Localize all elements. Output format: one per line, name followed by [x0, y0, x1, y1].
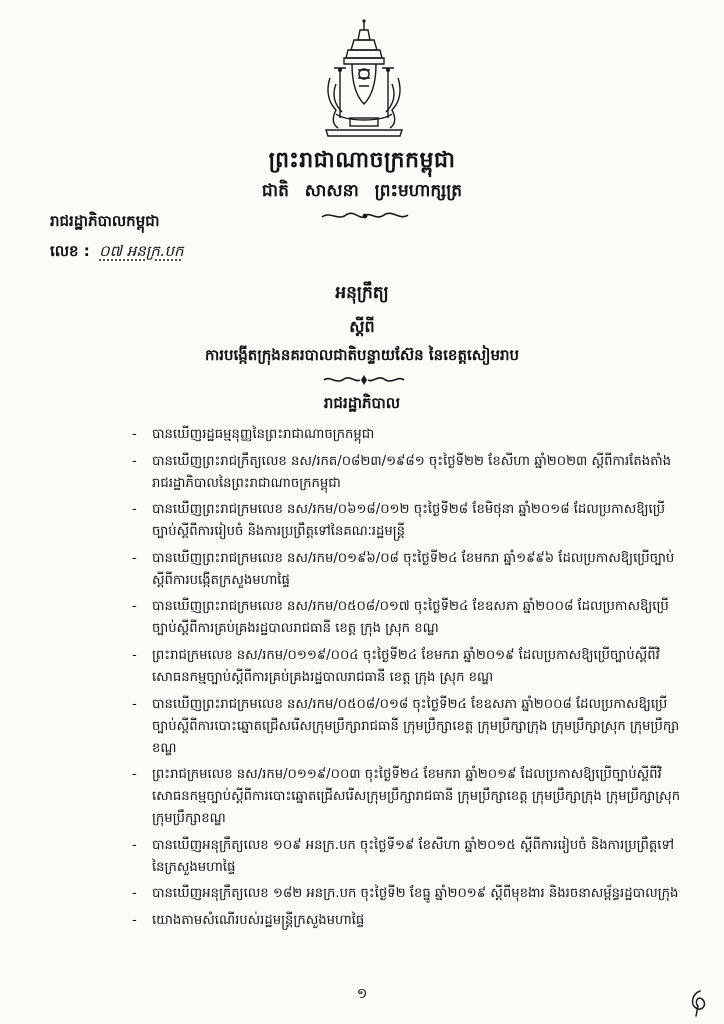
preamble-text: បានឃើញព្រះរាជក្រមលេខ នស/រកម/០៥០៨/០១៧ ចុះថ្ងៃទី២៤ ខែឧសភា ឆ្នាំ២០០៨ ដែលប្រកាសឱ្យប្រើច្បាប់ស្ដីពីការគ្រប់គ្រងរដ្ឋបាលរាជធានី ខេត្ត ក្រុង ស្រុក ខណ្ឌ: [152, 599, 669, 637]
preamble-item: - ព្រះរាជក្រមលេខ នស/រកម/០១១៩/០០៣ ចុះថ្ងៃទី២៤ ខែមករា ឆ្នាំ២០១៩ ដែលប្រកាសឱ្យប្រើច្បាប់ស្ដីពីវិសោធនកម្មច្បាប់ស្ដីពីការបោះឆ្នោតជ្រើសរើសក្រុមប្រឹក្សារាជធានី ក្រុមប្រឹក្សាខេត្ត ក្រុមប្រឹក្សាក្រុង ក្រុមប្រឹក្សាស្រុក ក្រុមប្រឹក្សាខណ្ឌ: [132, 767, 681, 827]
document-on: ស្ដីពី: [349, 317, 375, 336]
divider-ornament-icon: [320, 210, 410, 222]
national-motto: ជាតិ សាសនា ព្រះមហាក្សត្រ: [261, 181, 463, 201]
royal-coat-of-arms-icon: [316, 18, 412, 142]
preamble-item: - បានឃើញព្រះរាជក្រមលេខ នស/រកម/០៦១៨/០១២ ចុះថ្ងៃទី២៨ ខែមិថុនា ឆ្នាំ២០១៨ ដែលប្រកាសឱ្យប្រើច្បាប់ស្ដីពីការរៀបចំ និងការប្រព្រឹត្តទៅនៃគណៈរដ្ឋមន្ត្រី: [132, 502, 666, 540]
preamble-item: - បានឃើញរដ្ឋធម្មនុញ្ញនៃព្រះរាជាណាចក្រកម្ពុជា: [132, 427, 375, 442]
preamble-item: - បានឃើញព្រះរាជក្រមលេខ នស/រកម/០៥០៨/០១៧ ចុះថ្ងៃទី២៤ ខែឧសភា ឆ្នាំ២០០៨ ដែលប្រកាសឱ្យប្រើច្បាប់ស្ដីពីការគ្រប់គ្រងរដ្ឋបាលរាជធានី ខេត្ត ក្រុង ស្រុក ខណ្ឌ: [132, 599, 669, 637]
preamble-item: - បានឃើញអនុក្រឹត្យលេខ ១៨២ អនក្រ.បក ចុះថ្ងៃទី២ ខែធ្នូ ឆ្នាំ២០១៩ ស្ដីពីមុខងារ និងរចនាសម្ព័ន្ធរដ្ឋបាលក្រុង: [132, 886, 679, 902]
document-subject: ការបង្កើតក្រុងនគរបាលជាតិបន្ទាយស៊ែន នៃខេត្តសៀមរាប: [204, 346, 520, 364]
preamble-text: បានឃើញព្រះរាជក្រមលេខ នស/រកម/០៥០៨/០១៨ ចុះថ្ងៃទី២៤ ខែឧសភា ឆ្នាំ២០០៨ ដែលប្រកាសឱ្យប្រើច្បាប់ស្ដីពីការបោះឆ្នោតជ្រើសរើសក្រុមប្រឹក្សារាជធានី ក្រុមប្រឹក្សាខេត្ត ក្រុមប្រឹក្សាក្រុង ក្រុមប្រឹក្សាស្រុក ក្រុមប្រឹក្សាខណ្ឌ: [152, 696, 680, 756]
preamble-item: - បានឃើញព្រះរាជក្រមលេខ នស/រកម/០១៩៦/០៨ ចុះថ្ងៃទី២៤ ខែមករា ឆ្នាំ១៩៩៦ ដែលប្រកាសឱ្យប្រើច្បាប់ស្ដីពីការបង្កើតក្រសួងមហាផ្ទៃ: [132, 550, 675, 588]
preamble-item: - បានឃើញព្រះរាជក្រឹត្យលេខ នស/រកត/០៨២៣/១៩៨១ ចុះថ្ងៃទី២២ ខែសីហា ឆ្នាំ២០២៣ ស្ដីពីការតែងតាំងរាជរដ្ឋាភិបាលនៃព្រះរាជាណាចក្រកម្ពុជា: [132, 453, 672, 491]
preamble-text: ព្រះរាជក្រមលេខ នស/រកម/០១១៩/០០៤ ចុះថ្ងៃទី២៤ ខែមករា ឆ្នាំ២០១៩ ដែលប្រកាសឱ្យប្រើច្បាប់ស្ដីពីវិសោធនកម្មច្បាប់ស្ដីពីការគ្រប់គ្រងរដ្ឋបាលរាជធានី ខេត្ត ក្រុង ស្រុក ខណ្ឌ: [152, 647, 660, 685]
page-number: ១: [356, 986, 368, 1002]
kingdom-title: ព្រះរាជាណាចក្រកម្ពុជា: [268, 148, 456, 173]
issuing-authority: រាជរដ្ឋាភិបាល: [323, 394, 401, 412]
document-type: អនុក្រឹត្យ: [335, 283, 389, 303]
preamble-text: បានឃើញរដ្ឋធម្មនុញ្ញនៃព្រះរាជាណាចក្រកម្ពុជា: [152, 427, 375, 442]
number-value: ០៧ អនក្រ.បក: [99, 242, 184, 260]
preamble-item: - បានឃើញព្រះរាជក្រមលេខ នស/រកម/០៥០៨/០១៨ ចុះថ្ងៃទី២៤ ខែឧសភា ឆ្នាំ២០០៨ ដែលប្រកាសឱ្យប្រើច្បាប់ស្ដីពីការបោះឆ្នោតជ្រើសរើសក្រុមប្រឹក្សារាជធានី ក្រុមប្រឹក្សាខេត្ត ក្រុមប្រឹក្សាក្រុង ក្រុមប្រឹក្សាស្រុក ក្រុមប្រឹក្សាខណ្ឌ: [132, 696, 680, 756]
preamble-text: បានឃើញអនុក្រឹត្យលេខ ១៨២ អនក្រ.បក ចុះថ្ងៃទី២ ខែធ្នូ ឆ្នាំ២០១៩ ស្ដីពីមុខងារ និងរចនាសម្ព័ន្ធរដ្ឋបាលក្រុង: [152, 886, 679, 902]
number-label: លេខ :: [50, 242, 90, 260]
divider-ornament-icon: [322, 374, 406, 386]
preamble-item: - យោងតាមសំណើរបស់រដ្ឋមន្ត្រីក្រសួងមហាផ្ទៃ: [132, 912, 365, 928]
preamble-item: - បានឃើញអនុក្រឹត្យលេខ ១០៩ អនក្រ.បក ចុះថ្ងៃទី១៩ ខែសីហា ឆ្នាំ២០១៥ ស្ដីពីការរៀបចំ និងការប្រព្រឹត្តទៅនៃក្រសួងមហាផ្ទៃ: [132, 837, 675, 875]
document-number: [50, 242, 184, 264]
preamble-text: បានឃើញព្រះរាជក្រឹត្យលេខ នស/រកត/០៨២៣/១៩៨១ ចុះថ្ងៃទី២២ ខែសីហា ឆ្នាំ២០២៣ ស្ដីពីការតែងតាំងរាជរដ្ឋាភិបាលនៃព្រះរាជាណាចក្រកម្ពុជា: [152, 453, 672, 491]
government-name: រាជរដ្ឋាភិបាលកម្ពុជា: [50, 212, 160, 230]
preamble-text: បានឃើញព្រះរាជក្រមលេខ នស/រកម/០៦១៨/០១២ ចុះថ្ងៃទី២៨ ខែមិថុនា ឆ្នាំ២០១៨ ដែលប្រកាសឱ្យប្រើច្បាប់ស្ដីពីការរៀបចំ និងការប្រព្រឹត្តទៅនៃគណៈរដ្ឋមន្ត្រី: [152, 502, 666, 540]
preamble-text: យោងតាមសំណើរបស់រដ្ឋមន្ត្រីក្រសួងមហាផ្ទៃ: [152, 912, 365, 928]
preamble-text: ព្រះរាជក្រមលេខ នស/រកម/០១១៩/០០៣ ចុះថ្ងៃទី២៤ ខែមករា ឆ្នាំ២០១៩ ដែលប្រកាសឱ្យប្រើច្បាប់ស្ដីពីវិសោធនកម្មច្បាប់ស្ដីពីការបោះឆ្នោតជ្រើសរើសក្រុមប្រឹក្សារាជធានី ក្រុមប្រឹក្សាខេត្ត ក្រុមប្រឹក្សាក្រុង ក្រុមប្រឹក្សាស្រុក ក្រុមប្រឹក្សាខណ្ឌ: [152, 767, 681, 827]
handwritten-initial-icon: [686, 988, 712, 1018]
preamble-list: [128, 424, 684, 937]
preamble-item: - ព្រះរាជក្រមលេខ នស/រកម/០១១៩/០០៤ ចុះថ្ងៃទី២៤ ខែមករា ឆ្នាំ២០១៩ ដែលប្រកាសឱ្យប្រើច្បាប់ស្ដីពីវិសោធនកម្មច្បាប់ស្ដីពីការគ្រប់គ្រងរដ្ឋបាលរាជធានី ខេត្ត ក្រុង ស្រុក ខណ្ឌ: [132, 647, 660, 685]
preamble-text: បានឃើញព្រះរាជក្រមលេខ នស/រកម/០១៩៦/០៨ ចុះថ្ងៃទី២៤ ខែមករា ឆ្នាំ១៩៩៦ ដែលប្រកាសឱ្យប្រើច្បាប់ស្ដីពីការបង្កើតក្រសួងមហាផ្ទៃ: [152, 550, 675, 588]
preamble-text: បានឃើញអនុក្រឹត្យលេខ ១០៩ អនក្រ.បក ចុះថ្ងៃទី១៩ ខែសីហា ឆ្នាំ២០១៥ ស្ដីពីការរៀបចំ និងការប្រព្រឹត្តទៅនៃក្រសួងមហាផ្ទៃ: [152, 837, 675, 875]
